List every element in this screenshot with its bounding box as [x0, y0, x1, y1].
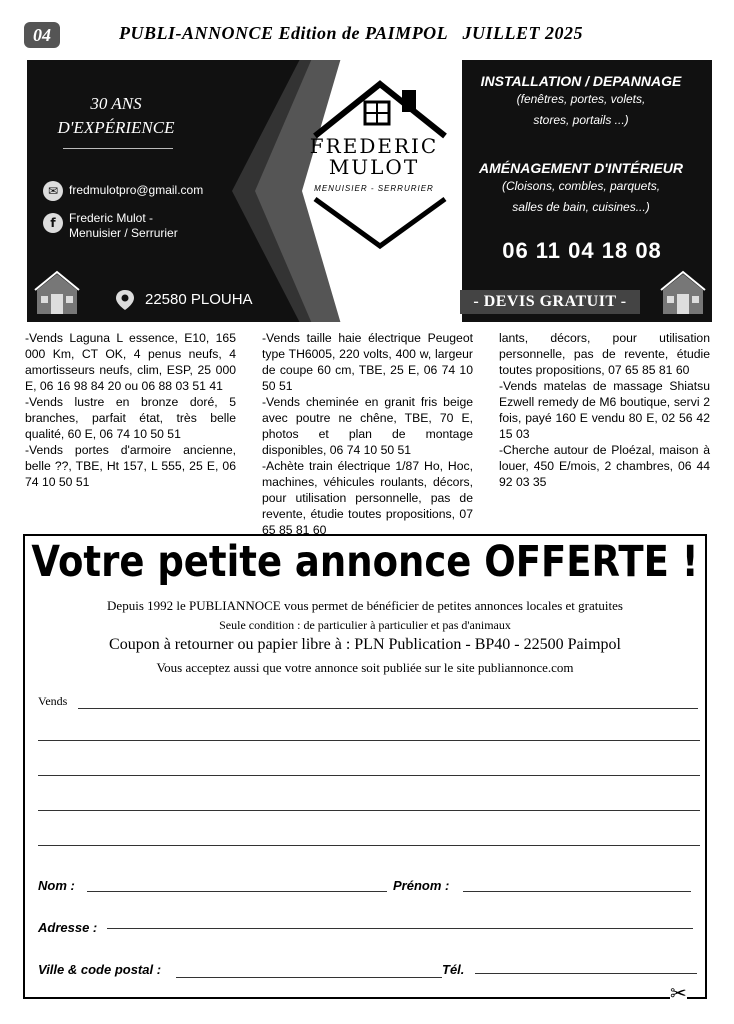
- service-amenagement-title: AMÉNAGEMENT D'INTÉRIEUR: [479, 160, 683, 176]
- experience-text: [43, 92, 189, 140]
- email-text: fredmulotpro@gmail.com: [69, 183, 204, 197]
- coupon-title: Votre petite annonce OFFERTE !: [31, 536, 699, 587]
- nom-field[interactable]: [87, 891, 387, 892]
- service-installation-line1: (fenêtres, portes, volets,: [516, 92, 646, 106]
- adresse-label: Adresse :: [38, 920, 98, 935]
- vends-line-3[interactable]: [38, 775, 700, 776]
- logo-name-first: FREDERIC: [309, 134, 439, 158]
- service-installation-title: INSTALLATION / DEPANNAGE: [480, 73, 682, 89]
- logo-name-last: MULOT: [328, 155, 420, 179]
- ad-item: -Vends taille haie électrique Peugeot type TH6005, 220 volts, 400 w, largeur de coupe 60 cm, TBE, 25 E, 06 74 10 50 51: [262, 331, 473, 393]
- facebook-role: Menuisier / Serrurier: [69, 226, 178, 240]
- classified-ads: [25, 330, 715, 537]
- page-header: [24, 22, 714, 48]
- service-installation: [462, 73, 700, 131]
- facebook-icon: f: [43, 213, 63, 233]
- ads-column-2: [262, 330, 473, 537]
- coupon-intro: Depuis 1992 le PUBLIANNOCE vous permet de bénéficier de petites annonces locales et gratuites: [107, 598, 623, 613]
- service-amenagement-line1: (Cloisons, combles, parquets,: [501, 179, 661, 193]
- house-logo-icon: [659, 270, 707, 316]
- vends-label: Vends: [38, 694, 68, 708]
- ad-item: -Vends cheminée en granit fris beige avec poutre ne chêne, TBE, 70 E, photos et plan de montage disponibles, 06 74 10 50 51: [262, 395, 473, 457]
- tel-field[interactable]: [475, 973, 697, 974]
- ads-column-1: [25, 330, 236, 490]
- vends-line-2[interactable]: [38, 740, 700, 741]
- service-amenagement-line2: salles de bain, cuisines...): [512, 200, 650, 214]
- experience-label: D'EXPÉRIENCE: [57, 118, 175, 137]
- facebook-text: [69, 211, 178, 241]
- ad-item: -Vends lustre en bronze doré, 5 branches, parfait état, très belle qualité, 60 E, 06 74 10 50 51: [25, 395, 236, 441]
- ad-item: -Cherche autour de Ploézal, maison à louer, 450 E/mois, 2 chambres, 06 44 92 03 35: [499, 443, 710, 489]
- ville-label: Ville & code postal :: [38, 962, 162, 977]
- ads-column-3: [499, 330, 710, 490]
- ville-field[interactable]: [176, 977, 442, 978]
- city-text: 22580 PLOUHA: [145, 291, 253, 308]
- prenom-field[interactable]: [463, 891, 691, 892]
- vends-line-4[interactable]: [38, 810, 700, 811]
- ad-item: lants, décors, pour utilisation personnelle, pas de revente, étudie toutes propositions, 07 65 85 81 60: [499, 331, 710, 377]
- phone-number: 06 11 04 18 08: [502, 238, 662, 263]
- scissors-icon: ✂: [670, 981, 687, 1005]
- tel-label: Tél.: [442, 962, 465, 977]
- ad-banner: [27, 60, 712, 322]
- ad-item: -Achète train électrique 1/87 Ho, Hoc, machines, véhicules roulants, décors, pour utilisation personnelle, pas de revente, étudie toutes propositions, 07 65 85 81 60: [262, 459, 473, 537]
- experience-years: 30 ANS: [90, 94, 142, 113]
- facebook-name: Frederic Mulot -: [69, 211, 154, 225]
- header-title: PUBLI-ANNONCE Edition de PAIMPOL JUILLET 2025: [119, 23, 584, 43]
- vends-line-5[interactable]: [38, 845, 700, 846]
- experience-divider: [63, 148, 173, 149]
- ad-item: -Vends portes d'armoire ancienne, belle ??, TBE, Ht 157, L 555, 25 E, 06 74 10 50 51: [25, 443, 236, 489]
- devis-badge: - DEVIS GRATUIT -: [460, 290, 640, 314]
- service-installation-line2: stores, portails ...): [533, 113, 629, 127]
- prenom-label: Prénom :: [393, 878, 450, 893]
- coupon-website: Vous acceptez aussi que votre annonce soit publiée sur le site publiannonce.com: [156, 660, 574, 675]
- page-number: 04: [24, 22, 60, 48]
- coupon-form: [23, 534, 707, 1005]
- adresse-field[interactable]: [107, 928, 693, 929]
- coupon-address: Coupon à retourner ou papier libre à : PLN Publication - BP40 - 22500 Paimpol: [109, 636, 621, 653]
- email-icon: ✉: [43, 181, 63, 201]
- service-amenagement: [462, 160, 700, 218]
- ad-item: -Vends matelas de massage Shiatsu Ezwell remedy de M6 boutique, servi 2 fois, payé 160 E vendu 80 E, 02 56 42 15 03: [499, 379, 710, 441]
- vends-line-1[interactable]: [78, 708, 698, 709]
- nom-label: Nom :: [38, 878, 75, 893]
- coupon-condition: Seule condition : de particulier à particulier et pas d'animaux: [219, 618, 511, 632]
- logo-name: [299, 136, 449, 178]
- location-pin-icon: [115, 289, 135, 311]
- house-logo-icon: [33, 270, 81, 316]
- logo-subtitle: MENUISIER - SERRURIER: [314, 184, 434, 193]
- ad-item: -Vends Laguna L essence, E10, 165 000 Km, CT OK, 4 penus neufs, 4 amortisseurs neufs, clim, ESP, 25 000 E, 06 16 98 84 20 ou 06 88 03 51 41: [25, 331, 236, 393]
